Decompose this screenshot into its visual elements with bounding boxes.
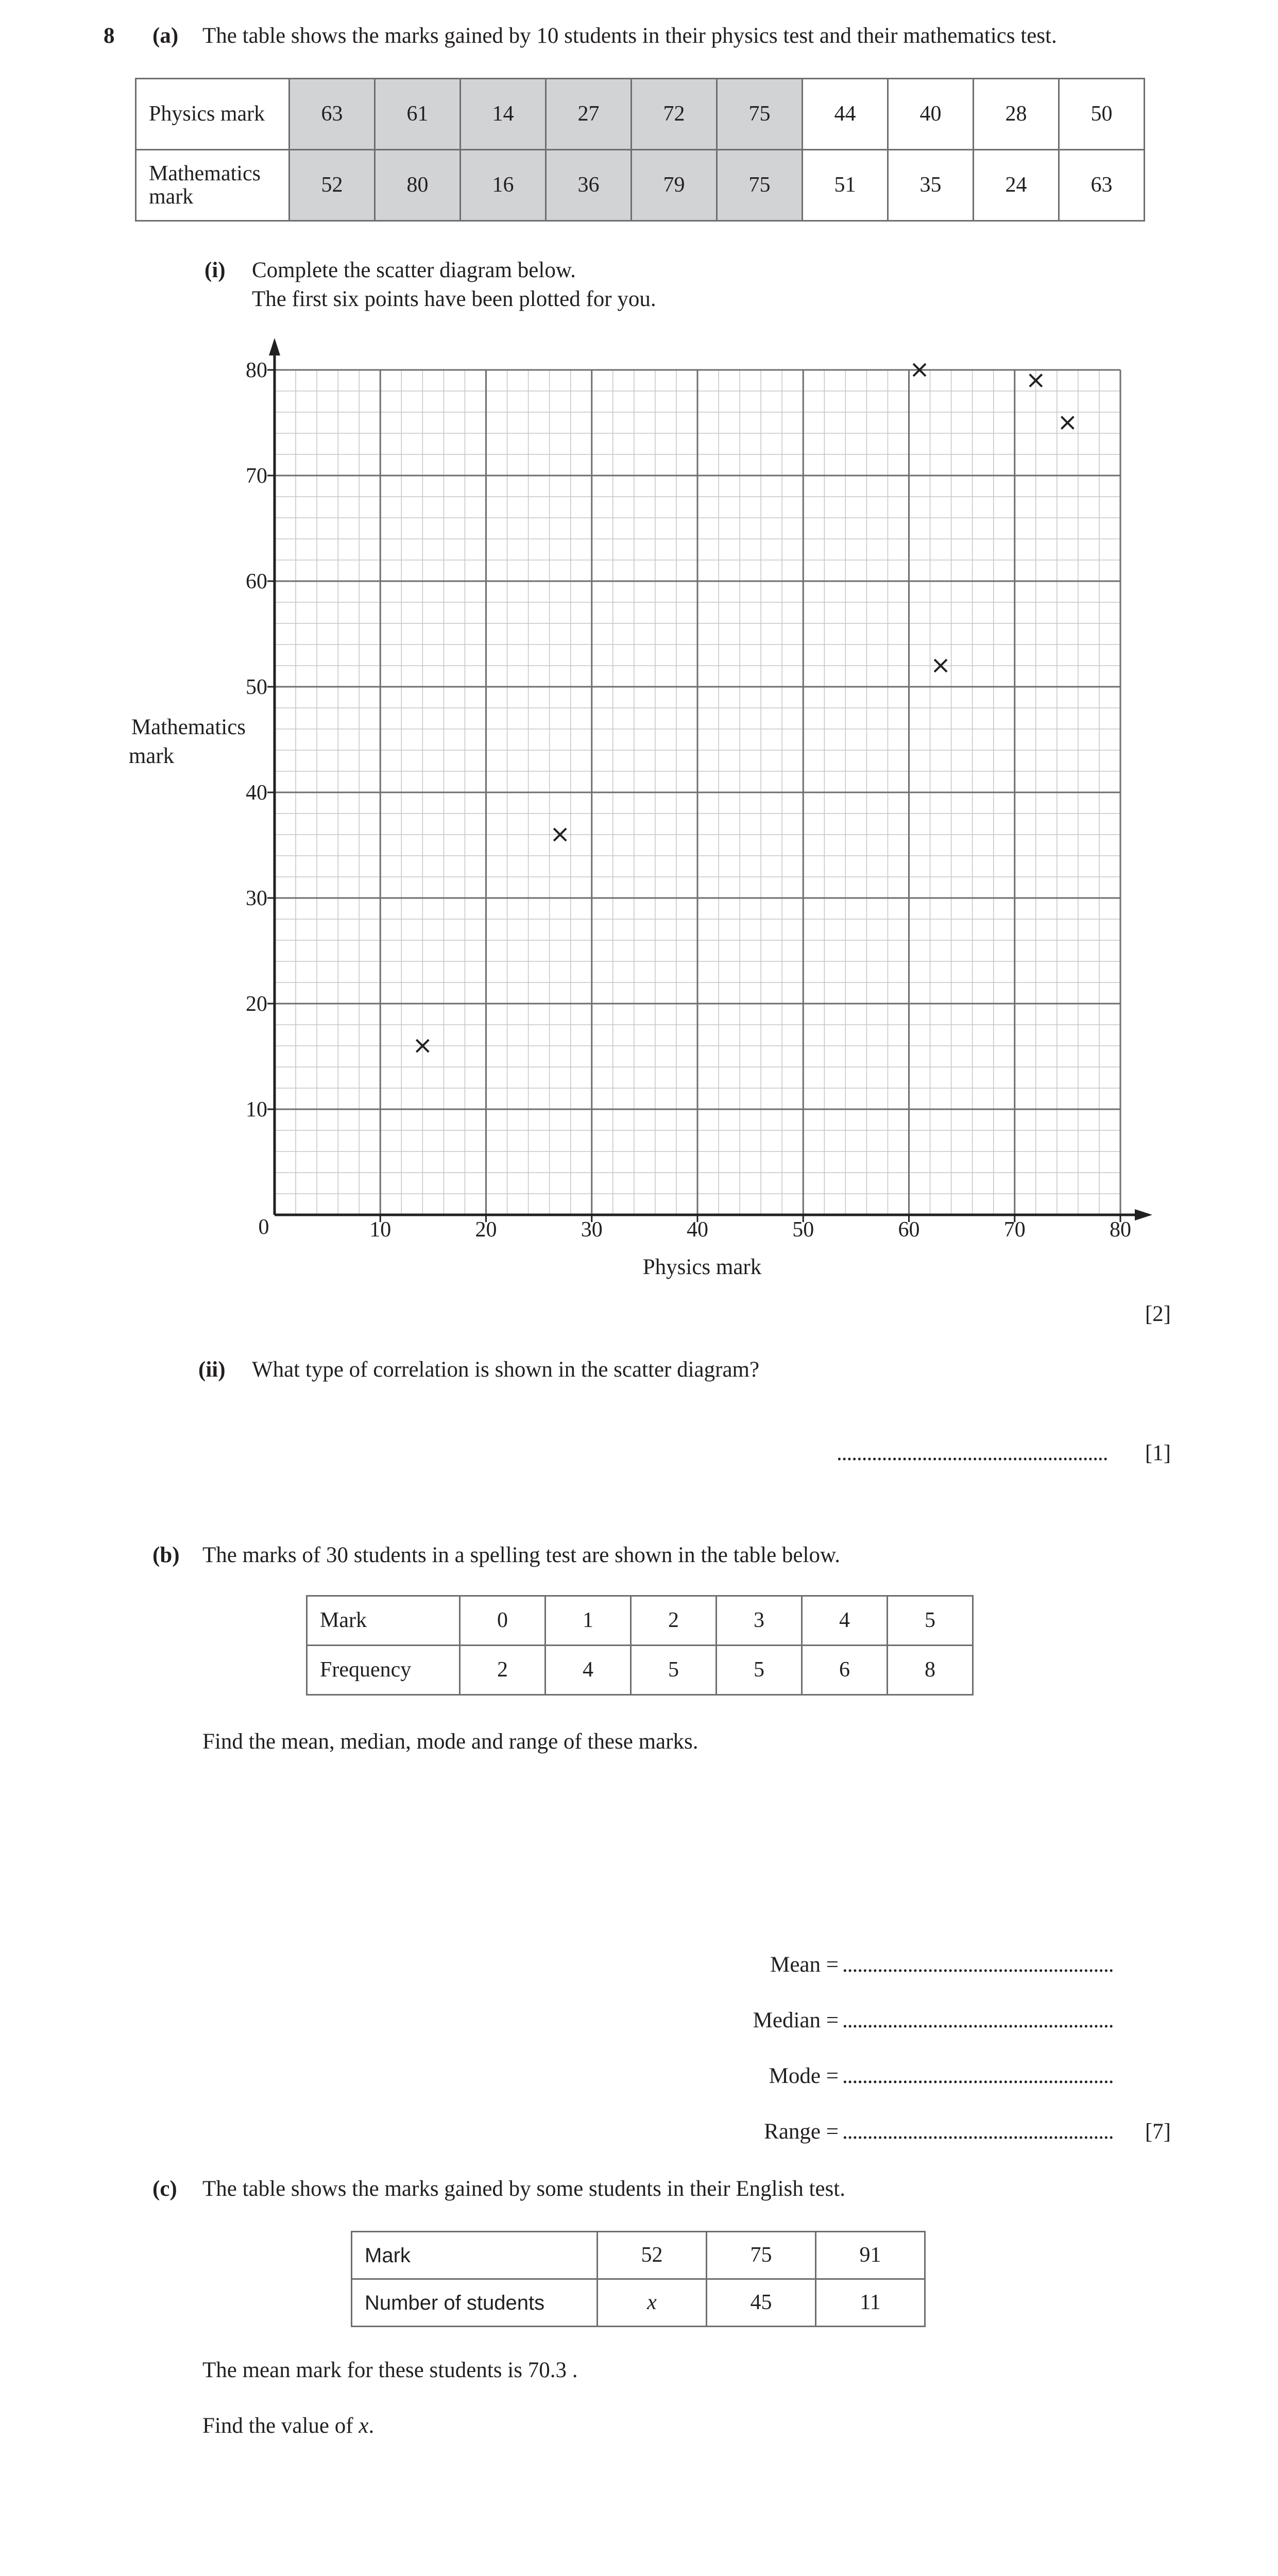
table-cell: 2 xyxy=(631,1596,717,1646)
x-tick-label: 50 xyxy=(792,1218,814,1242)
row-header-mark: Mark xyxy=(352,2232,598,2279)
data-point-cross xyxy=(1061,417,1073,429)
part-c-line1: The mean mark for these students is 70.3 . xyxy=(202,2358,578,2382)
table-cell: 8 xyxy=(888,1646,973,1695)
table-cell: 24 xyxy=(974,150,1059,221)
table-cell: 40 xyxy=(888,79,974,150)
table-cell: 1 xyxy=(546,1596,631,1646)
y-axis-label-line2: mark xyxy=(128,744,175,768)
part-c-label: (c) xyxy=(152,2177,177,2201)
question-number: 8 xyxy=(104,24,115,48)
row-header-mathematics: Mathematics mark xyxy=(136,150,289,221)
part-i-label: (i) xyxy=(205,258,226,282)
y-tick-label: 60 xyxy=(246,570,267,594)
x-tick-label: 40 xyxy=(687,1218,708,1242)
part-c-text: The table shows the marks gained by some students in their English test. xyxy=(202,2177,845,2201)
x-axis-label: Physics mark xyxy=(642,1255,762,1279)
frequency-row xyxy=(307,1646,973,1695)
part-a-label: (a) xyxy=(152,24,179,48)
table-cell: 79 xyxy=(632,150,717,221)
y-axis-arrow xyxy=(269,338,280,355)
english-mark-row xyxy=(352,2232,925,2279)
row-header-frequency: Frequency xyxy=(307,1646,460,1695)
scatter-diagram xyxy=(0,309,1278,1288)
table-cell: 35 xyxy=(888,150,974,221)
y-tick-label: 80 xyxy=(246,359,267,382)
physics-maths-table xyxy=(135,78,1145,222)
part-c-line2 xyxy=(202,2413,374,2439)
median-label: Median = xyxy=(753,2008,839,2032)
table-cell: 52 xyxy=(598,2232,707,2279)
table-cell: 45 xyxy=(707,2279,816,2327)
table-cell: 11 xyxy=(816,2279,925,2327)
english-marks-table xyxy=(351,2231,926,2327)
mode-answer-line[interactable]: ...................................................... xyxy=(842,2064,1114,2088)
axes xyxy=(267,338,1152,1222)
table-cell: 63 xyxy=(1059,150,1145,221)
table-cell: 3 xyxy=(717,1596,802,1646)
english-students-row xyxy=(352,2279,925,2327)
part-i-marks: [2] xyxy=(1145,1302,1171,1326)
part-ii-answer-line[interactable]: ...................................................... xyxy=(837,1441,1108,1465)
part-c-line2-suffix: . xyxy=(368,2414,374,2438)
table-cell: 28 xyxy=(974,79,1059,150)
mean-label: Mean = xyxy=(770,1953,839,1977)
x-tick-label: 20 xyxy=(475,1218,497,1242)
table-cell: 4 xyxy=(802,1596,888,1646)
mode-label: Mode = xyxy=(769,2064,839,2088)
table-cell: 63 xyxy=(289,79,375,150)
table-cell: 52 xyxy=(289,150,375,221)
table-cell: 6 xyxy=(802,1646,888,1695)
table-cell: 16 xyxy=(461,150,546,221)
x-tick-label: 80 xyxy=(1110,1218,1131,1242)
row-header-physics: Physics mark xyxy=(136,79,289,150)
table-cell: x xyxy=(598,2279,707,2327)
table-cell: 36 xyxy=(546,150,632,221)
part-ii-text: What type of correlation is shown in the scatter diagram? xyxy=(252,1358,760,1382)
table-cell: 75 xyxy=(707,2232,816,2279)
table-cell: 5 xyxy=(717,1646,802,1695)
row-header-mark: Mark xyxy=(307,1596,460,1646)
physics-row xyxy=(136,79,1145,150)
table-cell: 5 xyxy=(888,1596,973,1646)
y-axis-label-line1: Mathematics xyxy=(131,715,246,739)
table-cell: 75 xyxy=(717,150,803,221)
y-tick-label: 40 xyxy=(246,781,267,805)
part-b-instruction: Find the mean, median, mode and range of these marks. xyxy=(202,1730,698,1754)
y-tick-label: 50 xyxy=(246,675,267,699)
part-a-text: The table shows the marks gained by 10 students in their physics test and their mathematics test. xyxy=(202,24,1057,48)
table-cell: 4 xyxy=(546,1646,631,1695)
y-tick-label: 10 xyxy=(246,1098,267,1122)
part-ii-label: (ii) xyxy=(198,1358,226,1382)
x-tick-label: 30 xyxy=(581,1218,603,1242)
y-tick-label: 20 xyxy=(246,992,267,1016)
table-cell: 14 xyxy=(461,79,546,150)
table-cell: 91 xyxy=(816,2232,925,2279)
y-tick-label: 30 xyxy=(246,887,267,910)
x-axis-arrow xyxy=(1135,1209,1152,1221)
mean-answer-line[interactable]: ...................................................... xyxy=(842,1953,1114,1977)
table-cell: 75 xyxy=(717,79,803,150)
row-header-number-of-students: Number of students xyxy=(352,2279,598,2327)
part-c-line2-prefix: Find the value of xyxy=(202,2414,359,2438)
origin-label: 0 xyxy=(258,1215,269,1239)
x-tick-label: 60 xyxy=(898,1218,920,1242)
table-cell: 44 xyxy=(803,79,888,150)
part-b-marks: [7] xyxy=(1145,2120,1171,2144)
x-tick-label: 70 xyxy=(1003,1218,1026,1242)
x-tick-label: 10 xyxy=(369,1218,391,1242)
part-c-line2-var: x xyxy=(359,2414,369,2438)
table-cell: 61 xyxy=(375,79,461,150)
mark-row xyxy=(307,1596,973,1646)
table-cell: 27 xyxy=(546,79,632,150)
range-answer-line[interactable]: ...................................................... xyxy=(842,2120,1114,2144)
table-cell: 2 xyxy=(460,1646,546,1695)
mathematics-row xyxy=(136,150,1145,221)
part-ii-marks: [1] xyxy=(1145,1441,1171,1465)
part-b-text: The marks of 30 students in a spelling test are shown in the table below. xyxy=(202,1543,840,1567)
spelling-frequency-table xyxy=(306,1595,974,1696)
range-label: Range = xyxy=(764,2120,839,2144)
median-answer-line[interactable]: ...................................................... xyxy=(842,2008,1114,2032)
part-i-line1: Complete the scatter diagram below. xyxy=(252,258,576,282)
table-cell: 0 xyxy=(460,1596,546,1646)
table-cell: 5 xyxy=(631,1646,717,1695)
y-tick-label: 70 xyxy=(246,464,267,488)
table-cell: 80 xyxy=(375,150,461,221)
table-cell: 51 xyxy=(803,150,888,221)
table-cell: 72 xyxy=(632,79,717,150)
table-cell: 50 xyxy=(1059,79,1145,150)
part-i-line2: The first six points have been plotted for you. xyxy=(252,287,656,311)
part-b-label: (b) xyxy=(152,1543,180,1567)
